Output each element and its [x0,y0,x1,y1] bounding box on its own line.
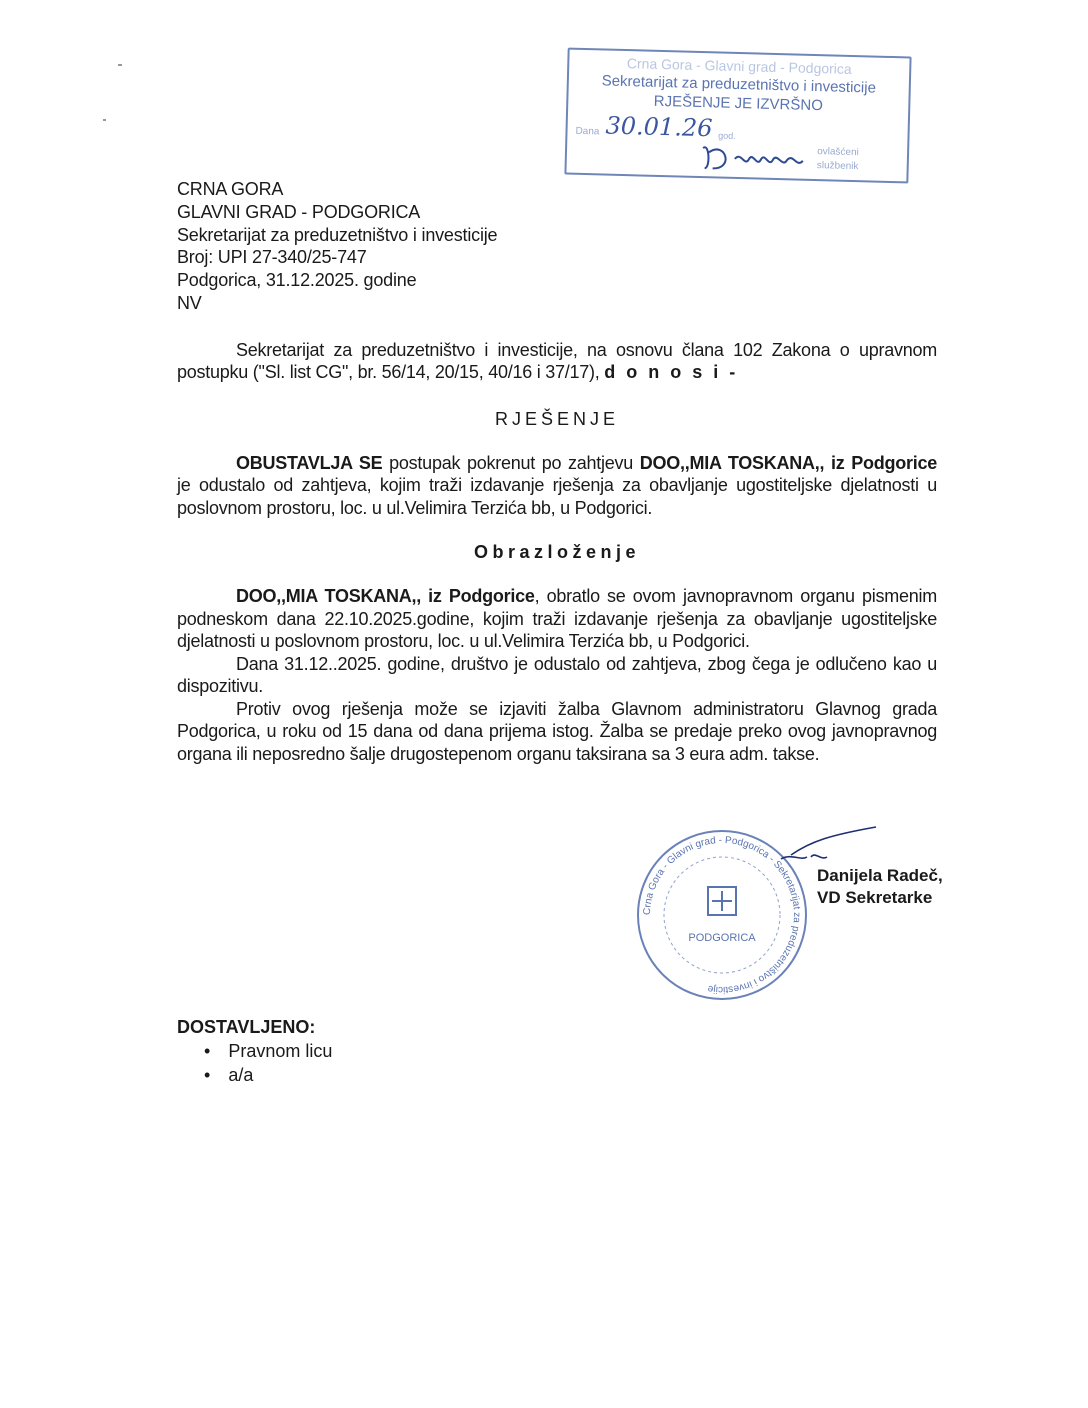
stamp-line2: Sekretarijat za preduzetništvo i investicije [601,72,877,97]
list-item-text: a/a [228,1065,254,1086]
signatory-name: Danijela Radeč, [817,866,943,886]
list-item [204,1063,937,1087]
stamp-official-label: ovlašćeni službenik [816,146,859,173]
reasoning-p3: Protiv ovog rješenja može se izjaviti žalba Glavnom administratoru Glavnog grada Podgorica, u roku od 15 dana od dana prijema istog. Žalba se predaje preko ovog javnopravnog organa ili neposredno šalje drugostepenom organu taksirana sa 3 eura adm. takse. [177,698,937,764]
signature-area [177,825,943,1015]
stamp-line1: Crna Gora - Glavni grad - Podgorica [626,55,852,77]
reasoning-title: Obrazloženje [473,542,641,563]
decision-bold1: OBUSTAVLJA SE [236,452,383,473]
header-date: Podgorica, 31.12.2025. godine [177,270,417,291]
handwritten-signature-icon [777,825,887,865]
reasoning-p1 [177,585,937,653]
stamp-line3: RJEŠENJE JE IZVRŠNO [653,92,824,115]
reasoning-p1-bold: DOO,,MIA TOSKANA,, iz Podgorice [236,586,535,607]
intro-donosi: d o n o s i - [604,362,739,383]
svg-text:PODGORICA: PODGORICA [688,932,756,945]
signature-block [817,865,943,909]
stamp-god-label: god. [718,130,736,141]
signatory-role: VD Sekretarke [817,888,933,908]
document-header [177,178,937,315]
decision-title: RJEŠENJE [494,408,620,429]
reasoning-p2: Dana 31.12..2025. godine, društvo je odustalo od zahtjeva, zbog čega je odlučeno kao u dispozitivu. [177,653,937,697]
list-item [204,1039,937,1063]
decision-text2: je odustalo od zahtjeva, kojim traži izdavanje rješenja za obavljanje ugostiteljske djelatnosti u poslovnom prostoru, loc. u ul.Velimira Terzića bb, u Podgorici. [177,475,937,518]
decision-text1: postupak pokrenut po zahtjevu [382,452,640,473]
document-body [177,178,943,1087]
reasoning-section [177,585,937,765]
stamp-date: 30.01.26 [605,111,713,143]
enforceability-stamp [564,48,911,184]
scan-speck [118,64,122,66]
decision-paragraph [177,452,937,520]
svg-text:Crna Gora - Glavni grad - Podg: Crna Gora - Glavni grad - Podgorica - Sekretarijat za preduzetništvo i investicije [641,835,803,996]
header-initials: NV [177,292,202,313]
header-city: GLAVNI GRAD - PODGORICA [177,201,421,222]
header-secretariat: Sekretarijat za preduzetništvo i investicije [177,224,498,245]
decision-bold2: DOO,,MIA TOSKANA,, iz Podgorice [639,452,937,473]
list-item-text: Pravnom licu [228,1041,333,1062]
reasoning-p1-text: , obratlo se ovom javnopravnom organu pismenim podneskom dana 22.10.2025.godine, kojim traži izdavanje rješenja za obavljanje ugostiteljske djelatnosti u poslovnom prostoru, loc. u ul.Velimira Terzića bb, u Podgorici. [177,586,938,652]
scan-speck [103,119,106,121]
delivered-label: DOSTAVLJENO: [177,1017,316,1038]
header-number: Broj: UPI 27-340/25-747 [177,247,367,268]
header-country: CRNA GORA [177,179,284,199]
delivered-list [177,1039,937,1087]
stamp-signature-icon [695,142,810,175]
intro-paragraph [177,339,937,384]
stamp-dana-label: Dana [575,125,600,138]
bullet-icon: • [204,1065,211,1086]
intro-text: Sekretarijat za preduzetništvo i investicije, na osnovu člana 102 Zakona o upravnom postupku ("Sl. list CG", br. 56/14, 20/15, 40/16 i 37/17), [177,339,937,383]
bullet-icon: • [204,1041,211,1062]
